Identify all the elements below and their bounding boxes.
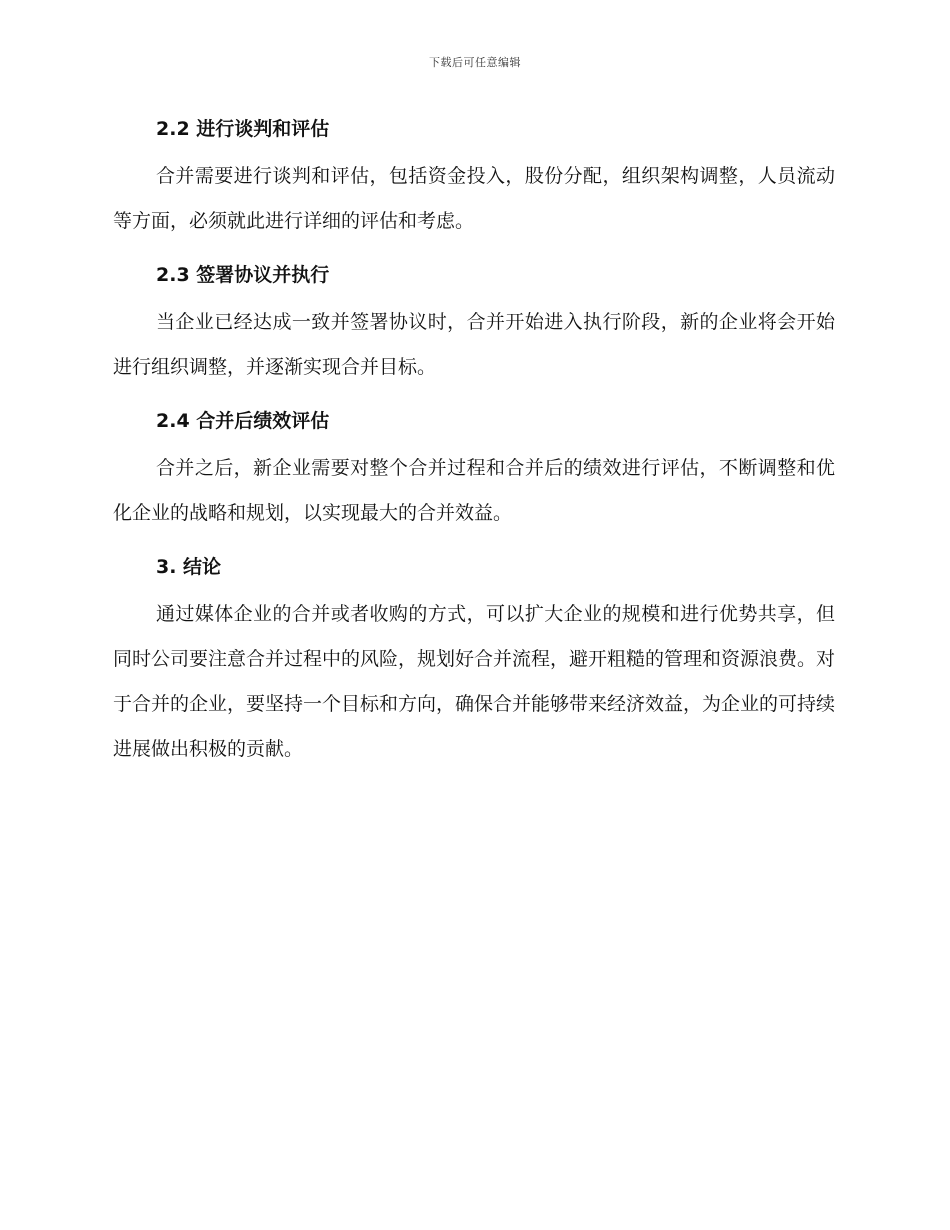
section-heading: 2.2 进行谈判和评估 xyxy=(156,118,330,140)
section-paragraph: 合并之后，新企业需要对整个合并过程和合并后的绩效进行评估，不断调整和优化企业的战略和规划，以实现最大的合并效益。 xyxy=(113,457,835,524)
section-heading: 2.3 签署协议并执行 xyxy=(156,264,330,286)
header-note: 下载后可任意编辑 xyxy=(429,56,521,69)
section-heading: 2.4 合并后绩效评估 xyxy=(156,410,330,432)
section-2-2 xyxy=(113,112,835,244)
section-2-4 xyxy=(113,404,835,536)
section-paragraph: 通过媒体企业的合并或者收购的方式，可以扩大企业的规模和进行优势共享，但同时公司要注意合并过程中的风险，规划好合并流程，避开粗糙的管理和资源浪费。对于合并的企业，要坚持一个目标和方向，确保合并能够带来经济效益，为企业的可持续进展做出积极的贡献。 xyxy=(113,603,836,760)
section-paragraph: 当企业已经达成一致并签署协议时，合并开始进入执行阶段，新的企业将会开始进行组织调整，并逐渐实现合并目标。 xyxy=(113,311,835,378)
section-2-3 xyxy=(113,258,835,390)
section-paragraph: 合并需要进行谈判和评估，包括资金投入，股份分配，组织架构调整，人员流动等方面，必须就此进行详细的评估和考虑。 xyxy=(113,165,835,232)
section-heading: 3. 结论 xyxy=(156,556,222,578)
section-3-conclusion xyxy=(113,550,835,772)
document-body xyxy=(113,112,835,772)
